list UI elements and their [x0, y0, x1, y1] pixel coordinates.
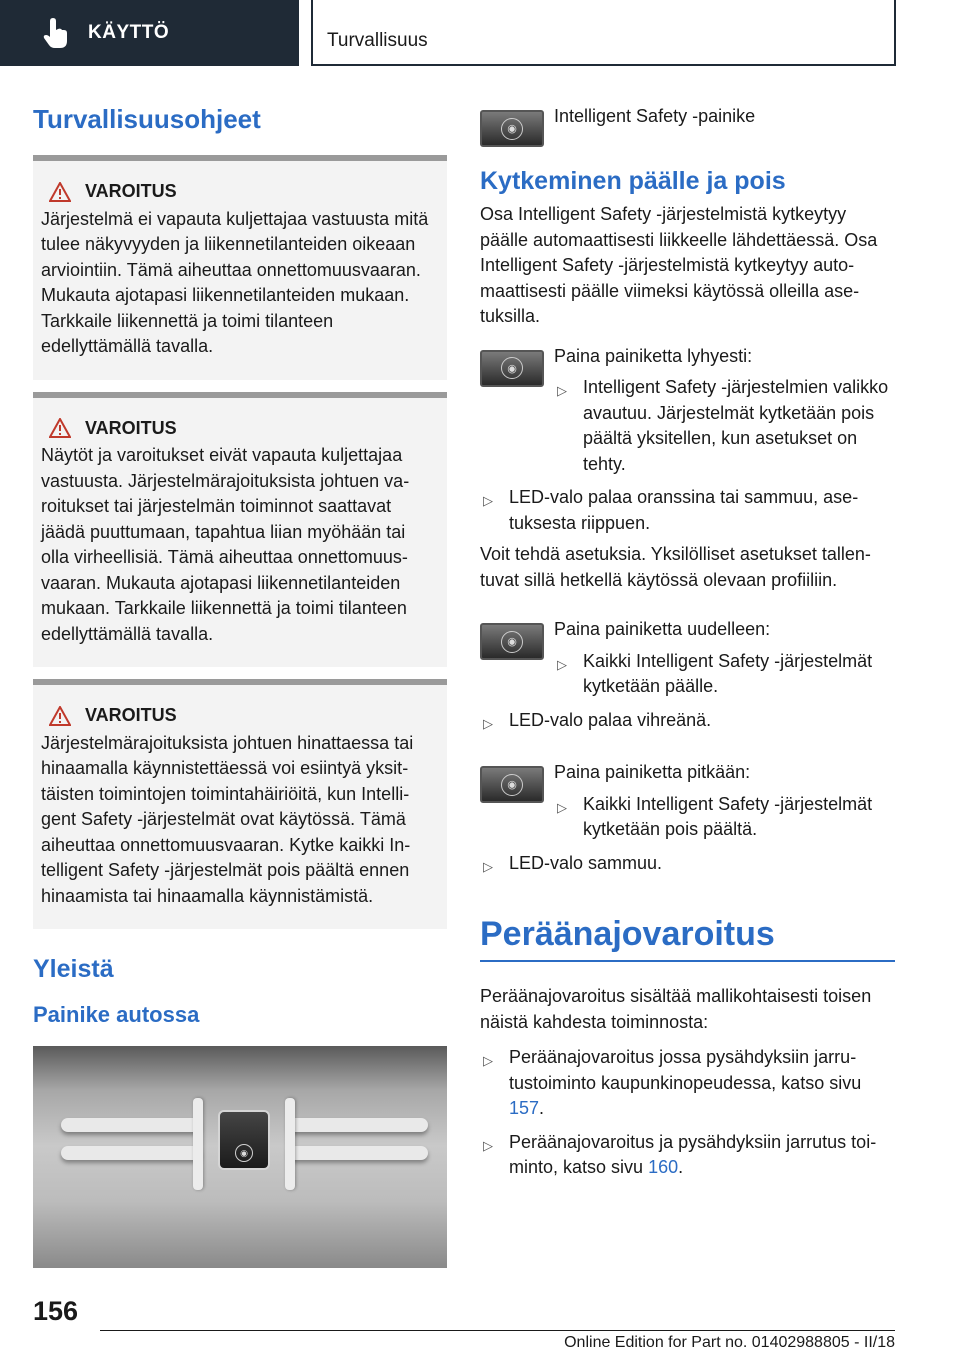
chapter-title: Turvallisuus [327, 30, 428, 51]
safety-button-icon: ◉ [235, 1144, 253, 1162]
list-item: ▷ LED-valo palaa vihreänä. [483, 709, 712, 731]
safety-button-icon: ◉ [480, 110, 544, 147]
header-section-tab [0, 0, 299, 66]
page-title: Turvallisuusohjeet [33, 104, 261, 134]
list-item: ▷ Intelligent Safety -järjestelmien valikko avautuu. Järjestelmät kytketään pois päältä yksitellen, kun asetukset on tehty. [557, 377, 889, 474]
press-short-label: Paina painiketta lyhyesti: [554, 345, 753, 366]
warning-label: VAROITUS [85, 181, 177, 201]
list-item: ▷ Kaikki Intelligent Safety -järjestelmät kytketään päälle. [557, 650, 873, 696]
safety-button-photo [218, 1110, 270, 1170]
footer-edition: Online Edition for Part no. 01402988805 - II/18 [564, 1334, 895, 1351]
press-again-row [480, 617, 895, 700]
list-item: ▷ LED-valo sammuu. [483, 852, 663, 874]
button-photo [33, 1046, 447, 1268]
list-item: ▷ LED-valo palaa oranssina tai sammuu, asetuksesta riippuen. [483, 487, 859, 533]
warning-box [33, 679, 447, 929]
right-column [480, 100, 895, 1181]
warning-box [33, 155, 447, 380]
warning-triangle-icon [49, 182, 71, 202]
switch-intro: Osa Intelligent Safety -järjestelmistä kytkeytyy päälle automaattisesti liikkeelle lähdettäessä. Osa Intelligent Safety -järjestelmistä kytkeytyy automaattisesti päälle viimeksi käytössä olleilla asetuksilla. [480, 204, 878, 326]
page-link-157[interactable]: 157 [509, 1098, 540, 1118]
warning-triangle-icon [49, 706, 71, 726]
press-long-label: Paina painiketta pitkään: [554, 762, 751, 782]
subheading-button: Painike autossa [33, 1002, 200, 1027]
warning-box [33, 392, 447, 668]
section-heading-switch: Kytkeminen päälle ja pois [480, 167, 786, 195]
list-item: ▷ Peräänajovaroitus ja pysähdyksiin jarrutus toiminto, katso sivu 160. [483, 1131, 877, 1177]
safety-button-icon: ◉ [480, 623, 544, 660]
settings-text: Voit tehdä asetuksia. Yksilölliset asetukset tallentuvat sillä hetkellä käytössä olevaan profiiliin. [480, 544, 871, 590]
warning-triangle-icon [49, 418, 71, 438]
section-heading-rear: Peräänajovaroitus [480, 915, 895, 962]
warning-text: Järjestelmärajoituksista johtuen hinattaessa tai hinaamalla käynnistettäessä voi esiintyä yksittäisten toimintojen toimintahäiriöitä, kun Intelligent Safety -järjestelmät ovat käytössä. Tämä aiheuttaa onnettomuusvaaran. Kytke kaikki Intelligent Safety -järjestelmät pois päältä ennen hinaamista tai hinaamalla käynnistämistä. [41, 732, 414, 906]
button-caption: Intelligent Safety -painike [554, 106, 756, 126]
section-heading-general: Yleistä [33, 955, 114, 983]
warning-text: Järjestelmä ei vapauta kuljettajaa vastuusta mitä tulee näkyvyyden ja liikennetilanteiden oikeaan arviointiin. Tämä aiheuttaa onnettomuusvaaran. Mukauta ajotapasi liikennetilanteiden mukaan. Tarkkaile liikennettä ja toimi tilanteen edellyttämällä tavalla. [41, 208, 429, 356]
button-caption-row [480, 100, 895, 147]
warning-label: VAROITUS [85, 705, 177, 725]
warning-text: Näytöt ja varoitukset eivät vapauta kuljettajaa vastuusta. Järjestelmärajoituksista johtuen varoitukset tai järjestelmän toiminnot saattavat jäädä puuttumaan, tapahtua liian myöhään tai olla virheellisiä. Tämä aiheuttaa onnettomuusvaaran. Mukauta ajotapasi liikennetilanteiden mukaan. Tarkkaile liikennettä ja toimi tilanteen edellyttämällä tavalla. [41, 445, 410, 644]
press-long-row [480, 760, 895, 843]
page-number: 156 [33, 1296, 79, 1326]
header-chapter [311, 0, 896, 66]
list-item: ▷ Kaikki Intelligent Safety -järjestelmät kytketään pois päältä. [557, 793, 873, 839]
rear-intro: Peräänajovaroitus sisältää mallikohtaisesti toisen näistä kahdesta toiminnosta: [480, 986, 872, 1032]
list-item: ▷ Peräänajovaroitus jossa pysähdyksiin jarrutustoiminto kaupunkinopeudessa, katso sivu 157. [483, 1047, 862, 1118]
safety-button-icon: ◉ [480, 350, 544, 387]
section-title: KÄYTTÖ [88, 22, 170, 43]
page-link-160[interactable]: 160 [648, 1157, 679, 1177]
press-short-row [480, 344, 895, 478]
hand-pointer-icon [38, 15, 74, 51]
safety-button-icon: ◉ [480, 766, 544, 803]
press-again-label: Paina painiketta uudelleen: [554, 619, 771, 639]
warning-label: VAROITUS [85, 417, 177, 438]
footer-divider [100, 1330, 895, 1331]
left-column [33, 100, 447, 1268]
